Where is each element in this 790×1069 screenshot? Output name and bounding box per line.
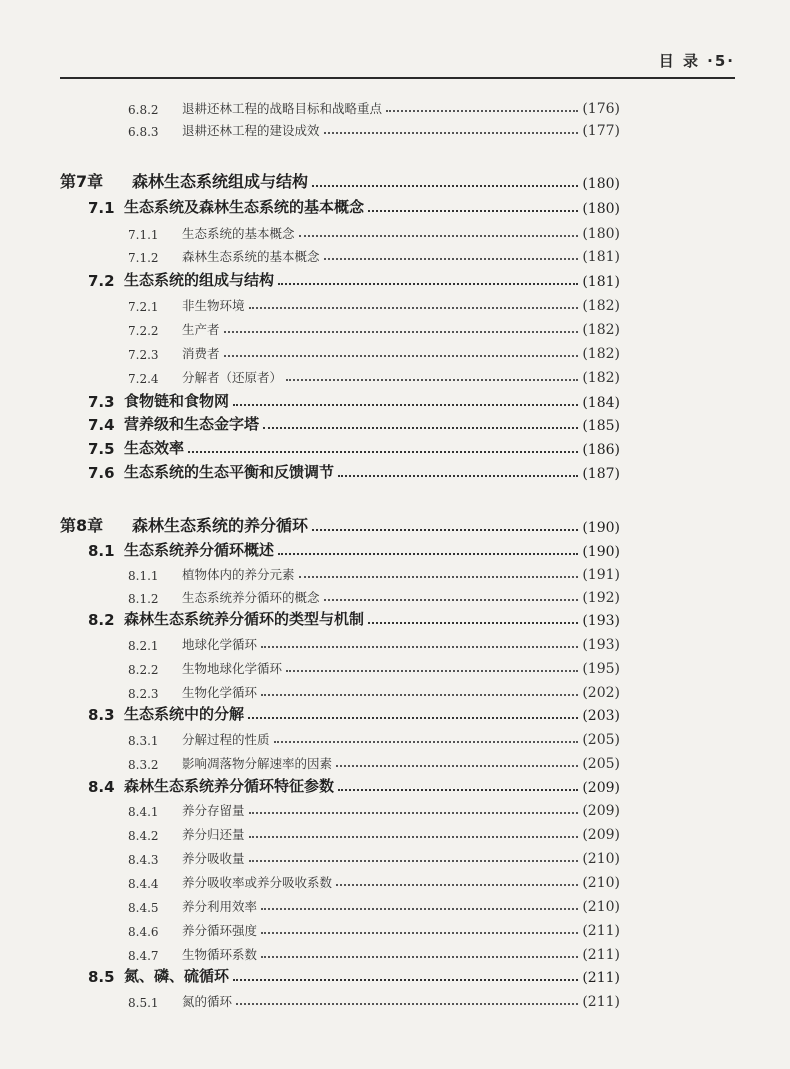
page-header xyxy=(60,50,735,80)
toc-subsection-entry xyxy=(60,316,620,338)
toc-entry-number: 7.5 xyxy=(88,440,115,458)
toc-entry-page: (182) xyxy=(582,322,620,338)
toc-entry-title: 养分存留量 xyxy=(182,803,245,818)
toc-entry-page: (190) xyxy=(582,520,620,536)
toc-subsection-entry xyxy=(60,845,620,867)
toc-subsection-entry xyxy=(60,243,620,265)
toc-entry-title: 生态系统及森林生态系统的基本概念 xyxy=(124,198,365,216)
toc-section-entry xyxy=(60,389,620,411)
dot-leader xyxy=(278,283,578,285)
toc-entry-number: 8.4.5 xyxy=(128,901,159,915)
dot-leader xyxy=(324,258,579,260)
toc-entry-title: 退耕还林工程的建设成效 xyxy=(182,123,320,138)
toc-entry-page: (205) xyxy=(582,756,620,772)
toc-entry-number: 8.1.2 xyxy=(128,592,159,606)
toc-entry-number: 8.2.3 xyxy=(128,687,159,701)
toc-entry-page: (203) xyxy=(582,708,620,724)
toc-subsection-entry xyxy=(60,941,620,963)
toc-entry-page: (190) xyxy=(582,544,620,560)
toc-entry-title: 森林生态系统养分循环的类型与机制 xyxy=(124,610,365,628)
toc-entry-page: (184) xyxy=(582,395,620,411)
dot-leader xyxy=(249,836,579,838)
toc-entry-number: 8.3 xyxy=(88,706,115,724)
dot-leader xyxy=(261,908,578,910)
toc-subsection-entry xyxy=(60,893,620,915)
toc-entry-number: 8.4.7 xyxy=(128,949,159,963)
dot-leader xyxy=(261,646,578,648)
toc-chapter-entry xyxy=(60,170,620,192)
toc-entry-number: 8.1.1 xyxy=(128,569,159,583)
toc-entry-page: (202) xyxy=(582,685,620,701)
toc-entry-number: 8.4 xyxy=(88,778,115,796)
dot-leader xyxy=(261,694,578,696)
dot-leader xyxy=(336,765,578,767)
toc-subsection-entry xyxy=(60,679,620,701)
toc-entry-number: 8.3.1 xyxy=(128,734,159,748)
toc-entry-page: (181) xyxy=(582,249,620,265)
dot-leader xyxy=(312,185,578,187)
toc-entry-number: 7.2.2 xyxy=(128,324,159,338)
toc-chapter-entry xyxy=(60,514,620,536)
toc-entry-number: 6.8.3 xyxy=(128,125,159,139)
toc-entry-number: 第8章 xyxy=(60,516,104,535)
dot-leader xyxy=(248,717,578,719)
toc-entry-page: (180) xyxy=(582,201,620,217)
toc-entry-page: (176) xyxy=(582,101,620,117)
toc-entry-number: 第7章 xyxy=(60,172,104,191)
dot-leader xyxy=(324,132,579,134)
toc-subsection-entry xyxy=(60,220,620,242)
toc-entry-title: 消费者 xyxy=(182,346,220,361)
header-rule xyxy=(60,77,735,79)
dot-leader xyxy=(338,789,578,791)
dot-leader xyxy=(224,355,579,357)
dot-leader xyxy=(249,812,579,814)
toc-section-entry xyxy=(60,460,620,482)
toc-subsection-entry xyxy=(60,95,620,117)
toc-entry-page: (209) xyxy=(582,827,620,843)
toc-entry-title: 森林生态系统的养分循环 xyxy=(132,516,309,535)
toc-entry-number: 8.2.1 xyxy=(128,639,159,653)
dot-leader xyxy=(274,741,579,743)
toc-entry-page: (186) xyxy=(582,442,620,458)
dot-leader xyxy=(188,451,578,453)
toc-subsection-entry xyxy=(60,750,620,772)
toc-entry-page: (209) xyxy=(582,780,620,796)
toc-subsection-entry xyxy=(60,655,620,677)
toc-entry-page: (185) xyxy=(582,418,620,434)
toc-entry-title: 生物地球化学循环 xyxy=(182,661,283,676)
toc-entry-title: 非生物环境 xyxy=(182,298,245,313)
toc-entry-page: (182) xyxy=(582,346,620,362)
toc-section-entry xyxy=(60,964,620,986)
toc-entry-number: 8.4.1 xyxy=(128,805,159,819)
toc-entry-title: 营养级和生态金字塔 xyxy=(124,415,260,433)
toc-section-entry xyxy=(60,607,620,629)
dot-leader xyxy=(336,884,578,886)
toc-entry-number: 8.5 xyxy=(88,968,115,986)
toc-subsection-entry xyxy=(60,917,620,939)
toc-entry-page: (209) xyxy=(582,803,620,819)
toc-entry-page: (180) xyxy=(582,176,620,192)
dot-leader xyxy=(368,622,578,624)
running-head: 目 录 ·5· xyxy=(658,52,735,70)
toc-entry-number: 8.2.2 xyxy=(128,663,159,677)
toc-entry-number: 7.2.4 xyxy=(128,372,159,386)
toc-subsection-entry xyxy=(60,364,620,386)
toc-entry-title: 生态系统养分循环概述 xyxy=(124,541,275,559)
toc-entry-number: 8.4.6 xyxy=(128,925,159,939)
dot-leader xyxy=(368,210,578,212)
toc-entry-title: 生产者 xyxy=(182,322,220,337)
toc-entry-number: 8.3.2 xyxy=(128,758,159,772)
toc-section-entry xyxy=(60,412,620,434)
toc-entry-title: 森林生态系统养分循环特征参数 xyxy=(124,777,335,795)
toc-subsection-entry xyxy=(60,340,620,362)
toc-entry-number: 7.1.2 xyxy=(128,251,159,265)
dot-leader xyxy=(233,404,578,406)
toc-entry-number: 7.3 xyxy=(88,393,115,411)
toc-entry-page: (187) xyxy=(582,466,620,482)
dot-leader xyxy=(261,932,578,934)
toc-section-entry xyxy=(60,268,620,290)
toc-entry-page: (193) xyxy=(582,613,620,629)
toc-entry-number: 8.2 xyxy=(88,611,115,629)
dot-leader xyxy=(249,860,579,862)
toc-entry-number: 7.1 xyxy=(88,199,115,217)
toc-entry-title: 氮、磷、硫循环 xyxy=(124,967,230,985)
toc-entry-page: (211) xyxy=(582,970,620,986)
toc-entry-number: 7.4 xyxy=(88,416,115,434)
dot-leader xyxy=(233,979,578,981)
dot-leader xyxy=(261,956,578,958)
toc-entry-title: 分解者（还原者） xyxy=(182,370,283,385)
toc-entry-title: 生态系统的生态平衡和反馈调节 xyxy=(124,463,335,481)
toc-entry-page: (192) xyxy=(582,590,620,606)
toc-entry-number: 6.8.2 xyxy=(128,103,159,117)
toc-entry-title: 生物化学循环 xyxy=(182,685,258,700)
toc-subsection-entry xyxy=(60,821,620,843)
dot-leader xyxy=(286,670,578,672)
toc-entry-title: 养分归还量 xyxy=(182,827,245,842)
toc-entry-title: 养分吸收率或养分吸收系数 xyxy=(182,875,333,890)
dot-leader xyxy=(249,307,579,309)
toc-subsection-entry xyxy=(60,292,620,314)
toc-entry-title: 生态系统的组成与结构 xyxy=(124,271,275,289)
toc-entry-title: 氮的循环 xyxy=(182,994,233,1009)
toc-entry-page: (181) xyxy=(582,274,620,290)
toc-subsection-entry xyxy=(60,584,620,606)
toc-entry-title: 养分吸收量 xyxy=(182,851,245,866)
toc-entry-title: 生态系统养分循环的概念 xyxy=(182,590,320,605)
toc-entry-page: (191) xyxy=(582,567,620,583)
toc-entry-title: 退耕还林工程的战略目标和战略重点 xyxy=(182,101,383,116)
dot-leader xyxy=(324,599,579,601)
toc-entry-page: (195) xyxy=(582,661,620,677)
toc-entry-number: 7.2.3 xyxy=(128,348,159,362)
dot-leader xyxy=(224,331,579,333)
dot-leader xyxy=(312,529,578,531)
toc-entry-title: 养分利用效率 xyxy=(182,899,258,914)
toc-entry-title: 地球化学循环 xyxy=(182,637,258,652)
toc-entry-number: 7.1.1 xyxy=(128,228,159,242)
toc-entry-page: (205) xyxy=(582,732,620,748)
toc-section-entry xyxy=(60,702,620,724)
toc-entry-title: 生物循环系数 xyxy=(182,947,258,962)
toc-entry-number: 8.4.2 xyxy=(128,829,159,843)
toc-subsection-entry xyxy=(60,631,620,653)
toc-entry-title: 森林生态系统组成与结构 xyxy=(132,172,309,191)
toc-section-entry xyxy=(60,774,620,796)
toc-entry-title: 分解过程的性质 xyxy=(182,732,270,747)
toc-entry-page: (211) xyxy=(582,994,620,1010)
toc-entry-page: (193) xyxy=(582,637,620,653)
toc-subsection-entry xyxy=(60,869,620,891)
toc-subsection-entry xyxy=(60,988,620,1010)
dot-leader xyxy=(338,475,578,477)
toc-entry-page: (180) xyxy=(582,226,620,242)
toc-entry-title: 养分循环强度 xyxy=(182,923,258,938)
toc-entry-title: 生态系统中的分解 xyxy=(124,705,245,723)
toc-entry-page: (182) xyxy=(582,298,620,314)
toc-entry-number: 8.1 xyxy=(88,542,115,560)
toc-subsection-entry xyxy=(60,726,620,748)
toc-subsection-entry xyxy=(60,797,620,819)
toc-entry-title: 生态系统的基本概念 xyxy=(182,226,295,241)
toc-entry-page: (210) xyxy=(582,899,620,915)
toc-section-entry xyxy=(60,436,620,458)
toc-entry-number: 8.5.1 xyxy=(128,996,159,1010)
dot-leader xyxy=(263,427,578,429)
toc-entry-page: (211) xyxy=(582,923,620,939)
toc-entry-title: 影响凋落物分解速率的因素 xyxy=(182,756,333,771)
dot-leader xyxy=(299,235,579,237)
dot-leader xyxy=(278,553,578,555)
toc-entry-title: 植物体内的养分元素 xyxy=(182,567,295,582)
toc-subsection-entry xyxy=(60,117,620,139)
toc-entry-number: 7.2 xyxy=(88,272,115,290)
dot-leader xyxy=(286,379,578,381)
toc-entry-number: 8.4.3 xyxy=(128,853,159,867)
toc-entry-page: (210) xyxy=(582,851,620,867)
dot-leader xyxy=(386,110,578,112)
toc-entry-page: (182) xyxy=(582,370,620,386)
dot-leader xyxy=(236,1003,578,1005)
toc-entry-page: (210) xyxy=(582,875,620,891)
toc-entry-number: 8.4.4 xyxy=(128,877,159,891)
toc-entry-title: 食物链和食物网 xyxy=(124,392,230,410)
toc-subsection-entry xyxy=(60,561,620,583)
toc-section-entry xyxy=(60,195,620,217)
toc-entry-page: (177) xyxy=(582,123,620,139)
toc-entry-number: 7.6 xyxy=(88,464,115,482)
dot-leader xyxy=(299,576,579,578)
toc-entry-page: (211) xyxy=(582,947,620,963)
toc-section-entry xyxy=(60,538,620,560)
toc-entry-title: 森林生态系统的基本概念 xyxy=(182,249,320,264)
toc-entry-title: 生态效率 xyxy=(124,439,185,457)
toc-entry-number: 7.2.1 xyxy=(128,300,159,314)
